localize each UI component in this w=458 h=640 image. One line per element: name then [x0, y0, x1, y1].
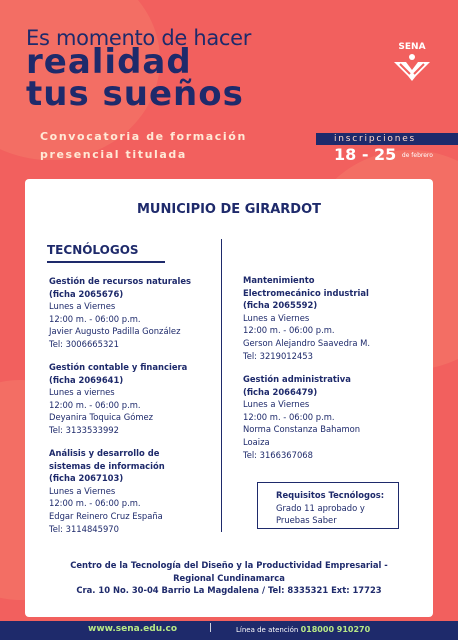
program-phone: Tel: 3133533992: [49, 424, 119, 435]
program-title: Análisis y desarrollo de: [49, 448, 160, 458]
headline-line-realidad: realidad: [26, 42, 192, 82]
program-hours: 12:00 m. - 06:00 p.m.: [49, 498, 141, 509]
program-days: Lunes a viernes: [49, 387, 115, 398]
program-ficha: (ficha 2065676): [49, 288, 124, 299]
program-title: Gestión administrativa: [243, 374, 351, 384]
program-contact: Norma Constanza Bahamon: [243, 424, 361, 435]
requisitos-title: Requisitos Tecnólogos:: [276, 490, 385, 500]
subtitle-line-2: presencial titulada: [40, 148, 187, 161]
website-link[interactable]: www.sena.edu.co: [88, 624, 178, 634]
program-title-line-2: sistemas de información: [49, 460, 165, 471]
program-phone: Tel: 3219012453: [243, 350, 313, 361]
helpline-number: 018000 910270: [300, 625, 371, 634]
column-divider: [221, 239, 222, 532]
program-phone: Tel: 3006665321: [49, 338, 119, 349]
bottom-bar: [0, 621, 458, 640]
program-hours: 12:00 m. - 06:00 p.m.: [49, 313, 141, 324]
program-ficha: (ficha 2067103): [49, 473, 124, 484]
inscripciones-banner: [316, 133, 458, 145]
program-phone: Tel: 3166367068: [243, 449, 313, 460]
municipio-title: MUNICIPIO DE GIRARDOT: [136, 202, 322, 217]
headline-intro: Es momento de hacer: [26, 26, 252, 50]
program-title-line-2: Electromecánico industrial: [243, 287, 369, 298]
center-name: Centro de la Tecnología del Diseño y la Productividad Empresarial -: [70, 560, 388, 570]
program-hours: 12:00 m. - 06:00 p.m.: [243, 325, 335, 336]
date-start: 18: [334, 145, 357, 164]
program-days: Lunes a Viernes: [49, 301, 116, 312]
helpline-label: Línea de atención: [236, 626, 299, 634]
inscripciones-label: inscripciones: [334, 134, 417, 144]
program-days: Lunes a Viernes: [243, 399, 310, 410]
program-ficha: (ficha 2066479): [243, 386, 318, 397]
program-entry: [49, 275, 191, 351]
headline-main: [26, 42, 244, 114]
program-contact: Gerson Alejandro Saavedra M.: [243, 337, 371, 348]
sena-logo-icon: [388, 40, 436, 82]
program-entry: [243, 274, 370, 362]
program-title: Gestión contable y financiera: [49, 362, 188, 372]
requisitos-box: [257, 482, 399, 529]
sena-logo-text: SENA: [398, 42, 426, 52]
helpline: [236, 625, 370, 634]
program-hours: 12:00 m. - 06:00 p.m.: [243, 411, 335, 422]
bar-separator: |: [209, 623, 213, 633]
subtitle-line-1: Convocatoria de formación: [40, 130, 247, 143]
inscription-dates: [334, 145, 433, 164]
requisitos-line-1: Grado 11 aprobado y: [276, 502, 365, 513]
program-hours: 12:00 m. - 06:00 p.m.: [49, 399, 141, 410]
requisitos-line-2: Pruebas Saber: [276, 515, 337, 526]
date-end: 25: [374, 145, 397, 164]
program-entry: [49, 447, 165, 535]
date-month: de febrero: [401, 152, 433, 159]
center-info: [25, 559, 433, 597]
headline-line-suenos: tus sueños: [26, 74, 244, 114]
program-contact-line-2: Loaiza: [243, 436, 270, 447]
program-contact: Edgar Reinero Cruz España: [49, 510, 163, 521]
center-region: Regional Cundinamarca: [173, 572, 285, 583]
section-title: TECNÓLOGOS: [47, 243, 139, 257]
program-days: Lunes a Viernes: [243, 312, 310, 323]
program-card: [25, 179, 433, 617]
center-address: Cra. 10 No. 30-04 Barrio La Magdalena / Tel: 8335321 Ext: 17723: [76, 585, 382, 596]
program-entry: [49, 361, 187, 437]
program-contact: Deyanira Toquica Gómez: [49, 412, 154, 423]
program-contact: Javier Augusto Padilla González: [49, 326, 181, 337]
program-ficha: (ficha 2065592): [243, 300, 318, 311]
date-sep: -: [356, 145, 375, 164]
program-title: Gestión de recursos naturales: [49, 276, 192, 286]
convocatoria-subtitle: [40, 128, 247, 164]
program-ficha: (ficha 2069641): [49, 374, 124, 385]
section-underline: [47, 261, 165, 263]
program-phone: Tel: 3114845970: [49, 523, 119, 534]
program-days: Lunes a Viernes: [49, 485, 116, 496]
program-title: Mantenimiento: [243, 275, 315, 285]
program-entry: [243, 373, 360, 461]
